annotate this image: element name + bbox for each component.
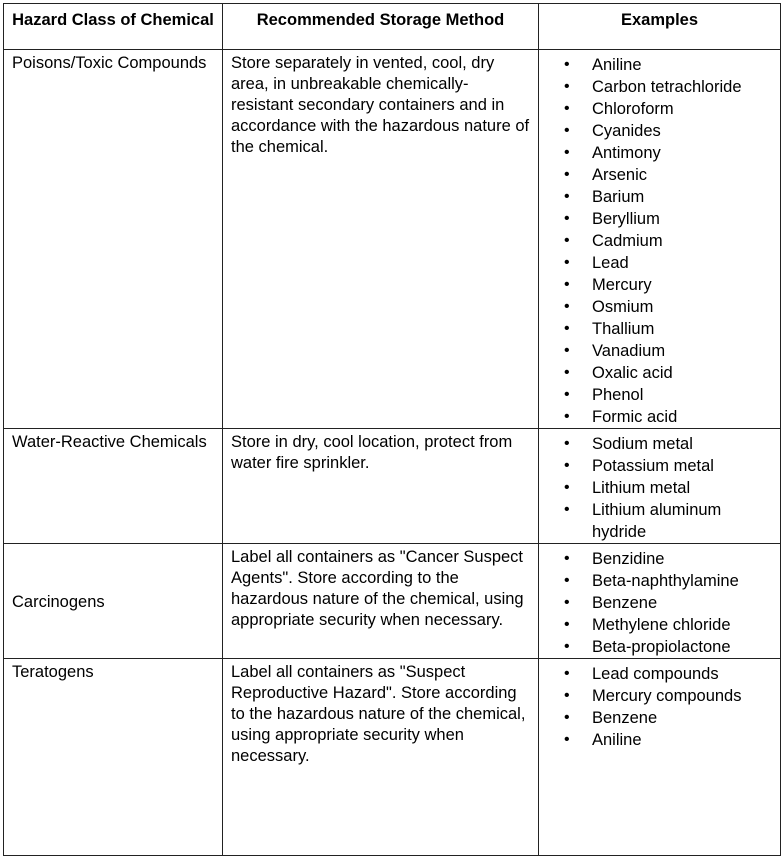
hazard-class-cell: Poisons/Toxic Compounds	[4, 50, 223, 429]
list-item: • Lead	[539, 252, 776, 274]
list-item: • Aniline	[539, 54, 776, 76]
list-item: • Formic acid	[539, 406, 776, 428]
examples-list	[539, 433, 776, 543]
list-item: • Arsenic	[539, 164, 776, 186]
header-examples: Examples	[539, 4, 781, 50]
header-storage-method: Recommended Storage Method	[223, 4, 539, 50]
list-item: • Oxalic acid	[539, 362, 776, 384]
hazard-class-cell: Carcinogens	[4, 544, 223, 659]
storage-method-cell: Store separately in vented, cool, dry area, in unbreakable chemically-resistant secondary containers and in accordance with the hazardous nature of the chemical.	[223, 50, 539, 429]
examples-cell	[539, 544, 781, 659]
table-row	[4, 429, 781, 544]
table-row	[4, 544, 781, 659]
examples-list	[539, 663, 776, 751]
examples-cell	[539, 50, 781, 429]
list-item: • Mercury	[539, 274, 776, 296]
list-item: • Beryllium	[539, 208, 776, 230]
examples-cell	[539, 429, 781, 544]
hazard-storage-table	[3, 3, 781, 856]
list-item: • Sodium metal	[539, 433, 776, 455]
list-item: • Potassium metal	[539, 455, 776, 477]
storage-method-cell: Label all containers as "Suspect Reproductive Hazard". Store according to the hazardous nature of the chemical, using appropriate security when necessary.	[223, 659, 539, 856]
hazard-class-cell: Water-Reactive Chemicals	[4, 429, 223, 544]
examples-list	[539, 54, 776, 428]
table-header-row	[4, 4, 781, 50]
list-item: • Methylene chloride	[539, 614, 776, 636]
list-item: • Cyanides	[539, 120, 776, 142]
list-item: • Chloroform	[539, 98, 776, 120]
storage-method-cell: Label all containers as "Cancer Suspect Agents". Store according to the hazardous nature of the chemical, using appropriate security when necessary.	[223, 544, 539, 659]
list-item: • Beta-naphthylamine	[539, 570, 776, 592]
hazard-class-cell: Teratogens	[4, 659, 223, 856]
list-item: • Phenol	[539, 384, 776, 406]
list-item: • Lithium metal	[539, 477, 776, 499]
list-item: • Barium	[539, 186, 776, 208]
table-row	[4, 659, 781, 856]
examples-list	[539, 548, 776, 658]
table-row	[4, 50, 781, 429]
list-item: • Carbon tetrachloride	[539, 76, 776, 98]
list-item: • Benzidine	[539, 548, 776, 570]
list-item: • Benzene	[539, 707, 776, 729]
list-item: • Lead compounds	[539, 663, 776, 685]
list-item: • Lithium aluminum hydride	[539, 499, 776, 543]
storage-method-cell: Store in dry, cool location, protect from water fire sprinkler.	[223, 429, 539, 544]
examples-cell	[539, 659, 781, 856]
list-item: • Vanadium	[539, 340, 776, 362]
list-item: • Beta-propiolactone	[539, 636, 776, 658]
list-item: • Mercury compounds	[539, 685, 776, 707]
header-hazard-class: Hazard Class of Chemical	[4, 4, 223, 50]
list-item: • Osmium	[539, 296, 776, 318]
list-item: • Benzene	[539, 592, 776, 614]
list-item: • Aniline	[539, 729, 776, 751]
list-item: • Cadmium	[539, 230, 776, 252]
list-item: • Thallium	[539, 318, 776, 340]
list-item: • Antimony	[539, 142, 776, 164]
